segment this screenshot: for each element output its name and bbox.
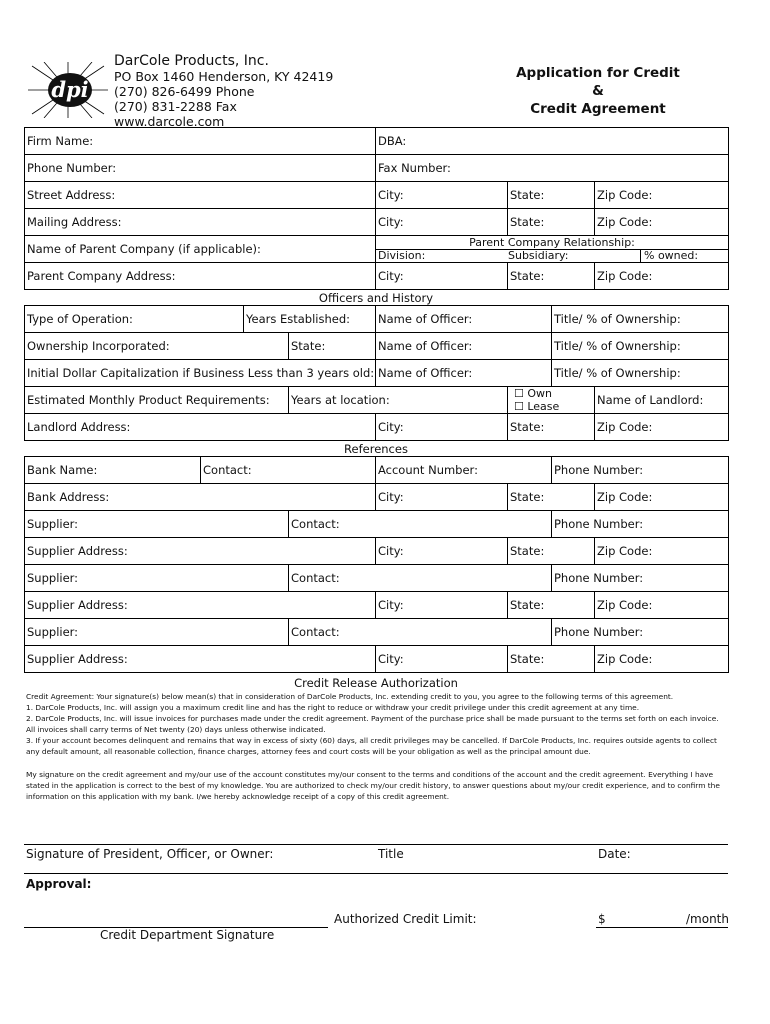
parent-zip-field[interactable]: Zip Code: [595, 263, 729, 290]
parent-city-field[interactable]: City: [376, 263, 508, 290]
officer-title-field-2[interactable]: Title/ % of Ownership: [552, 333, 729, 360]
supplier-1-address-field[interactable]: Supplier Address: [25, 538, 376, 565]
percent-owned-field[interactable]: % owned: [640, 250, 728, 262]
supplier-3-zip-field[interactable]: Zip Code: [595, 646, 729, 673]
company-website: www.darcole.com [114, 114, 225, 129]
parent-relationship-cell [376, 236, 729, 263]
mailing-address-field[interactable]: Mailing Address: [25, 209, 376, 236]
street-address-field[interactable]: Street Address: [25, 182, 376, 209]
officer-name-field-2[interactable]: Name of Officer: [376, 333, 552, 360]
supplier-1-contact-field[interactable]: Contact: [289, 511, 552, 538]
own-option[interactable]: ☐ Own [514, 387, 552, 400]
date-label: Date: [598, 847, 631, 861]
approval-line [24, 873, 728, 874]
bank-zip-field[interactable]: Zip Code: [595, 484, 729, 511]
supplier-3-field[interactable]: Supplier: [25, 619, 289, 646]
firm-info-table [24, 127, 729, 290]
initial-capitalization-field[interactable]: Initial Dollar Capitalization if Business Less than 3 years old: [25, 360, 376, 387]
street-zip-field[interactable]: Zip Code: [595, 182, 729, 209]
supplier-1-zip-field[interactable]: Zip Code: [595, 538, 729, 565]
credit-limit-line[interactable] [596, 927, 728, 928]
phone-number-field[interactable]: Phone Number: [25, 155, 376, 182]
parent-address-field[interactable]: Parent Company Address: [25, 263, 376, 290]
consent-statement: My signature on the credit agreement and my/our use of the account constitutes my/our consent to the terms and conditions of the account and the credit agreement. Everything I have stated in the application is correct to the best of my knowledge. You are authorized to check my/our credit history, to answer questions about my/our credit experience, and to confirm the information on this application with my bank. I/we hereby acknowledge receipt of a copy of this credit agreement. [26, 770, 720, 801]
years-at-location-field[interactable]: Years at location: [289, 387, 508, 414]
supplier-2-contact-field[interactable]: Contact: [289, 565, 552, 592]
supplier-3-city-field[interactable]: City: [376, 646, 508, 673]
company-info [114, 54, 333, 129]
document-title: Application for Credit & Credit Agreement [516, 65, 680, 117]
landlord-state-field[interactable]: State: [508, 414, 595, 441]
authorized-limit-label: Authorized Credit Limit: [334, 912, 477, 926]
dept-signature-label: Credit Department Signature [100, 928, 275, 942]
dollar-sign: $ [598, 912, 606, 926]
bank-phone-field[interactable]: Phone Number: [552, 457, 729, 484]
supplier-3-contact-field[interactable]: Contact: [289, 619, 552, 646]
signature-label: Signature of President, Officer, or Owner: [26, 847, 274, 861]
parent-company-field[interactable]: Name of Parent Company (if applicable): [25, 236, 376, 263]
fax-number-field[interactable]: Fax Number: [376, 155, 729, 182]
references-section-title: References [344, 442, 408, 456]
ownership-incorporated-field[interactable]: Ownership Incorporated: [25, 333, 289, 360]
mailing-state-field[interactable]: State: [508, 209, 595, 236]
approval-label: Approval: [26, 877, 92, 891]
references-table [24, 456, 729, 673]
terms-item-1: 1. DarCole Products, Inc. will assign you a maximum credit line and has the right to reduce or withdraw your credit privilege under this credit agreement at any time. [26, 703, 640, 712]
supplier-2-state-field[interactable]: State: [508, 592, 595, 619]
company-name: DarCole Products, Inc. [114, 53, 269, 69]
firm-name-field[interactable]: Firm Name: [25, 128, 376, 155]
officers-table [24, 305, 729, 441]
per-month-label: /month [686, 912, 729, 926]
supplier-1-state-field[interactable]: State: [508, 538, 595, 565]
bank-city-field[interactable]: City: [376, 484, 508, 511]
account-number-field[interactable]: Account Number: [376, 457, 552, 484]
officer-name-field-3[interactable]: Name of Officer: [376, 360, 552, 387]
officer-name-field-1[interactable]: Name of Officer: [376, 306, 552, 333]
company-address: PO Box 1460 Henderson, KY 42419 [114, 69, 334, 84]
parent-relationship-label: Parent Company Relationship: [469, 236, 635, 249]
officers-section-title: Officers and History [318, 291, 434, 305]
credit-agreement-terms [26, 691, 728, 757]
supplier-3-state-field[interactable]: State: [508, 646, 595, 673]
bank-name-field[interactable]: Bank Name: [25, 457, 201, 484]
incorporated-state-field[interactable]: State: [289, 333, 376, 360]
supplier-2-zip-field[interactable]: Zip Code: [595, 592, 729, 619]
supplier-3-address-field[interactable]: Supplier Address: [25, 646, 376, 673]
dba-field[interactable]: DBA: [376, 128, 729, 155]
street-state-field[interactable]: State: [508, 182, 595, 209]
supplier-2-phone-field[interactable]: Phone Number: [552, 565, 729, 592]
supplier-3-phone-field[interactable]: Phone Number: [552, 619, 729, 646]
landlord-zip-field[interactable]: Zip Code: [595, 414, 729, 441]
mailing-zip-field[interactable]: Zip Code: [595, 209, 729, 236]
terms-intro: Credit Agreement: Your signature(s) below mean(s) that in consideration of DarCole Products, Inc. extending credit to you, you agree to the following terms of this agreement. [26, 692, 674, 701]
parent-state-field[interactable]: State: [508, 263, 595, 290]
landlord-address-field[interactable]: Landlord Address: [25, 414, 376, 441]
company-fax: (270) 831-2288 Fax [114, 99, 237, 114]
svg-text:dpi: dpi [51, 77, 89, 102]
mailing-city-field[interactable]: City: [376, 209, 508, 236]
title-label: Title [378, 847, 404, 861]
officer-title-field-1[interactable]: Title/ % of Ownership: [552, 306, 729, 333]
supplier-1-field[interactable]: Supplier: [25, 511, 289, 538]
landlord-name-field[interactable]: Name of Landlord: [595, 387, 729, 414]
own-lease-cell [508, 387, 595, 414]
dpi-logo [28, 62, 108, 118]
lease-option[interactable]: ☐ Lease [514, 400, 560, 413]
years-established-field[interactable]: Years Established: [244, 306, 376, 333]
supplier-2-address-field[interactable]: Supplier Address: [25, 592, 376, 619]
terms-item-3: 3. If your account becomes delinquent and remains that way in excess of sixty (60) days, all credit privileges may be cancelled. If DarCole Products, Inc. requires outside agents to collect any default amount, all reasonable collection, finance charges, attorney fees and court costs will be your obligation as well as the principal amount due. [26, 736, 717, 756]
bank-contact-field[interactable]: Contact: [201, 457, 376, 484]
street-city-field[interactable]: City: [376, 182, 508, 209]
signature-line[interactable] [24, 844, 728, 845]
subsidiary-field[interactable]: Subsidiary: [508, 249, 569, 262]
monthly-requirements-field[interactable]: Estimated Monthly Product Requirements: [25, 387, 289, 414]
supplier-1-city-field[interactable]: City: [376, 538, 508, 565]
type-of-operation-field[interactable]: Type of Operation: [25, 306, 244, 333]
terms-item-2: 2. DarCole Products, Inc. will issue invoices for purchases made under the credit agreement. Payment of the purchase price shall be made pursuant to the terms set forth on each invoice. All invoices shall carry terms of Net twenty (20) days unless otherwise indicated. [26, 714, 719, 734]
division-field[interactable]: Division: [378, 249, 426, 262]
supplier-2-field[interactable]: Supplier: [25, 565, 289, 592]
company-phone: (270) 826-6499 Phone [114, 84, 255, 99]
officer-title-field-3[interactable]: Title/ % of Ownership: [552, 360, 729, 387]
supplier-2-city-field[interactable]: City: [376, 592, 508, 619]
landlord-city-field[interactable]: City: [376, 414, 508, 441]
supplier-1-phone-field[interactable]: Phone Number: [552, 511, 729, 538]
authorization-section-title: Credit Release Authorization [294, 676, 458, 690]
bank-state-field[interactable]: State: [508, 484, 595, 511]
bank-address-field[interactable]: Bank Address: [25, 484, 376, 511]
